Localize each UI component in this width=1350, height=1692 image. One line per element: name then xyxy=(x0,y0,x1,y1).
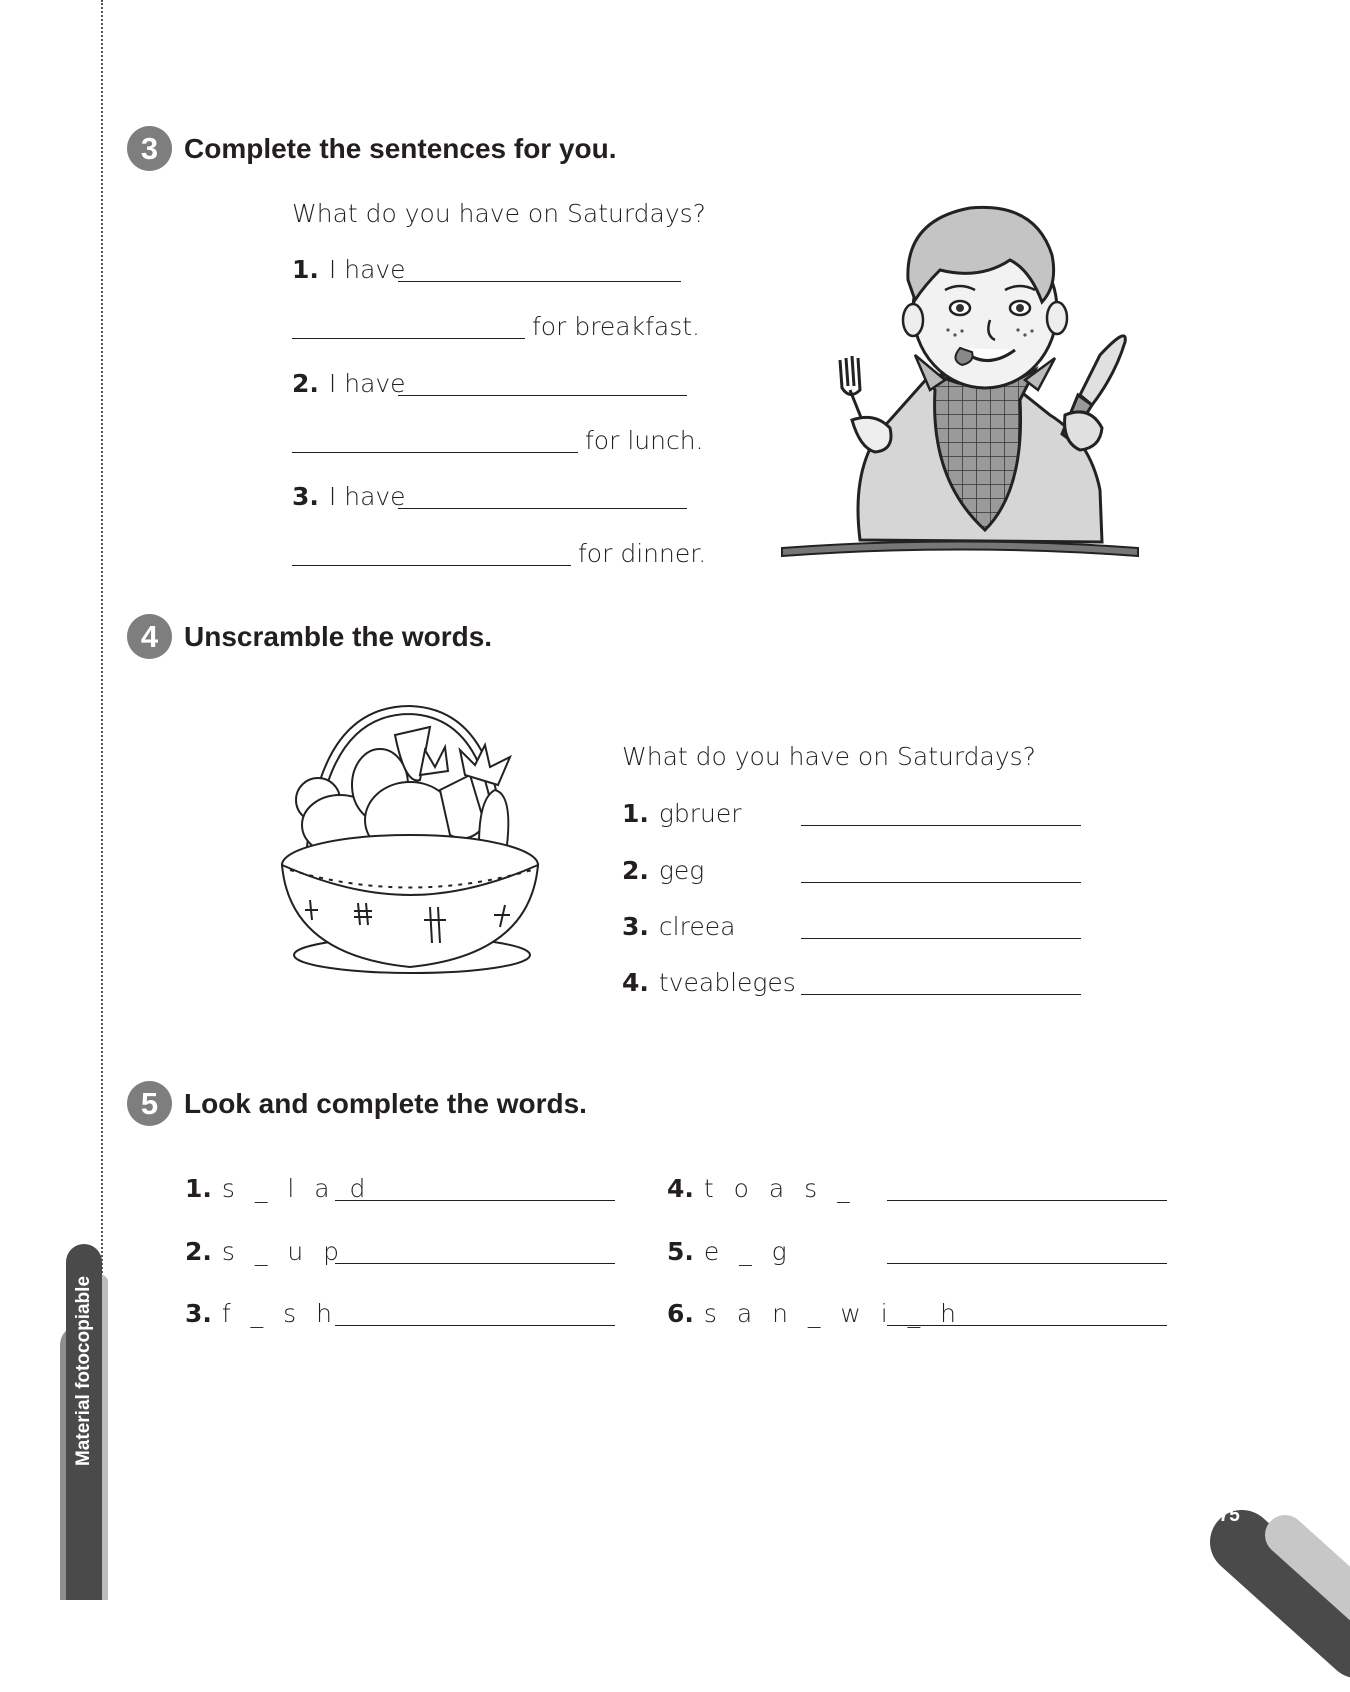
item-number: 1. xyxy=(185,1174,212,1203)
exercise-4-title: Unscramble the words. xyxy=(184,620,493,652)
item-number: 5. xyxy=(667,1237,694,1266)
exercise-5-item-2 xyxy=(185,1237,345,1266)
item-word: t o a s _ xyxy=(703,1174,856,1203)
exercise-3-item-1-end: for breakfast. xyxy=(532,312,700,341)
item-word: gbruer xyxy=(658,799,742,828)
answer-line[interactable] xyxy=(292,338,525,339)
answer-line[interactable] xyxy=(398,395,687,396)
answer-line[interactable] xyxy=(398,508,687,509)
exercise-4-question: What do you have on Saturdays? xyxy=(622,742,1036,771)
item-number: 3. xyxy=(622,912,649,941)
item-number: 2. xyxy=(185,1237,212,1266)
page-number: 175 xyxy=(1208,1505,1240,1526)
item-number: 6. xyxy=(667,1299,694,1328)
exercise-5-item-1 xyxy=(185,1174,371,1203)
item-text: I have xyxy=(328,369,406,398)
item-number: 1. xyxy=(622,799,649,828)
exercise-5-item-4 xyxy=(667,1174,856,1203)
exercise-5-title: Look and complete the words. xyxy=(184,1087,587,1119)
exercise-5-item-6 xyxy=(667,1299,962,1328)
answer-line[interactable] xyxy=(292,565,571,566)
exercise-4-item-3 xyxy=(622,912,735,941)
answer-line[interactable] xyxy=(292,452,578,453)
item-number: 2. xyxy=(622,856,649,885)
item-word: clreea xyxy=(658,912,736,941)
item-number: 4. xyxy=(622,968,649,997)
exercise-3-item-3-start xyxy=(292,482,406,511)
exercise-5-item-5 xyxy=(667,1237,793,1266)
item-word: s a n _ w i _ h xyxy=(703,1299,962,1328)
item-text: I have xyxy=(328,255,406,284)
side-tab-label: Material fotocopiable xyxy=(73,1275,94,1467)
item-word: s _ u p xyxy=(221,1237,345,1266)
exercise-4-heading xyxy=(127,614,492,659)
answer-line[interactable] xyxy=(887,1200,1167,1201)
boy-eating-illustration xyxy=(780,190,1150,580)
item-word: s _ l a d xyxy=(221,1174,372,1203)
item-word: f _ s h xyxy=(221,1299,338,1328)
answer-line[interactable] xyxy=(801,994,1081,995)
item-number: 2. xyxy=(292,369,319,398)
answer-line[interactable] xyxy=(801,882,1081,883)
exercise-4-number: 4 xyxy=(127,614,172,659)
item-text: I have xyxy=(328,482,406,511)
answer-line[interactable] xyxy=(335,1263,615,1264)
item-word: geg xyxy=(658,856,705,885)
item-word: e _ g xyxy=(703,1237,793,1266)
exercise-4-item-2 xyxy=(622,856,704,885)
exercise-3-heading xyxy=(127,126,617,171)
food-basket-illustration xyxy=(270,705,550,990)
exercise-4-item-1 xyxy=(622,799,742,828)
exercise-3-number: 3 xyxy=(127,126,172,171)
item-number: 1. xyxy=(292,255,319,284)
answer-line[interactable] xyxy=(801,938,1081,939)
exercise-3-title: Complete the sentences for you. xyxy=(184,132,617,164)
item-number: 4. xyxy=(667,1174,694,1203)
exercise-3-item-2-end: for lunch. xyxy=(585,426,704,455)
exercise-4-item-4 xyxy=(622,968,796,997)
exercise-5-number: 5 xyxy=(127,1081,172,1126)
answer-line[interactable] xyxy=(335,1200,615,1201)
answer-line[interactable] xyxy=(887,1263,1167,1264)
item-number: 3. xyxy=(185,1299,212,1328)
exercise-3-item-3-end: for dinner. xyxy=(578,539,707,568)
answer-line[interactable] xyxy=(398,281,681,282)
answer-line[interactable] xyxy=(887,1325,1167,1326)
exercise-3-question: What do you have on Saturdays? xyxy=(292,199,706,228)
item-number: 3. xyxy=(292,482,319,511)
answer-line[interactable] xyxy=(801,825,1081,826)
exercise-3-item-2-start xyxy=(292,369,406,398)
item-word: tveableges xyxy=(658,968,796,997)
exercise-5-item-3 xyxy=(185,1299,338,1328)
exercise-5-heading xyxy=(127,1081,587,1126)
answer-line[interactable] xyxy=(335,1325,615,1326)
exercise-3-item-1-start xyxy=(292,255,406,284)
